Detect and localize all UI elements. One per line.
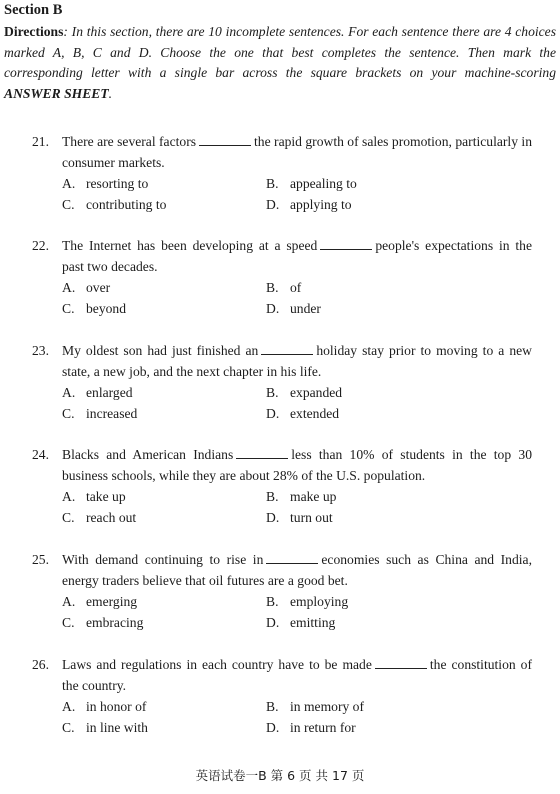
option-b[interactable]: B. employing	[266, 594, 349, 609]
answer-blank	[320, 237, 372, 250]
directions-end: .	[108, 85, 113, 101]
directions-paragraph	[4, 22, 556, 104]
question-number: 22.	[32, 238, 49, 253]
question-number: 23.	[32, 343, 49, 358]
stem-before: Laws and regulations in each country have to be made	[62, 657, 372, 672]
question-number: 26.	[32, 657, 49, 672]
option-b[interactable]: B. of	[266, 280, 302, 295]
question-23	[32, 340, 532, 424]
question-stem	[32, 549, 532, 591]
option-b[interactable]: B. expanded	[266, 385, 343, 400]
option-d[interactable]: D. applying to	[266, 197, 352, 212]
stem-before: Blacks and American Indians	[62, 447, 234, 462]
question-25	[32, 549, 532, 633]
options	[62, 173, 532, 215]
answer-blank	[199, 133, 251, 146]
stem-before: There are several factors	[62, 134, 197, 149]
option-a[interactable]: A. enlarged	[62, 385, 133, 400]
option-d[interactable]: D. in return for	[266, 720, 356, 735]
stem-before: With demand continuing to rise in	[62, 552, 264, 567]
stem-after: people's expectations in the past two decades.	[62, 238, 532, 274]
question-24	[32, 444, 532, 528]
question-number: 21.	[32, 134, 49, 149]
question-21	[32, 131, 532, 215]
options	[62, 486, 532, 528]
stem-after: holiday stay prior to moving to a new state, a new job, and the next chapter in his life.	[62, 343, 532, 379]
options	[62, 696, 532, 738]
option-d[interactable]: D. under	[266, 301, 321, 316]
options	[62, 591, 532, 633]
question-22	[32, 235, 532, 319]
option-d[interactable]: D. emitting	[266, 615, 336, 630]
stem-after: the constitution of the country.	[62, 657, 532, 693]
option-a[interactable]: A. take up	[62, 489, 126, 504]
stem-before: My oldest son had just finished an	[62, 343, 259, 358]
option-b[interactable]: B. make up	[266, 489, 337, 504]
stem-after: less than 10% of students in the top 30 business schools, while they are about 28% of the U.S. population.	[62, 447, 532, 483]
option-c[interactable]: C. increased	[62, 406, 138, 421]
stem-after: economies such as China and India, energy traders believe that oil futures are a good bet.	[62, 552, 532, 588]
stem-before: The Internet has been developing at a speed	[62, 238, 318, 253]
directions-lead: Directions	[4, 24, 64, 39]
option-b[interactable]: B. in memory of	[266, 699, 364, 714]
question-number: 25.	[32, 552, 49, 567]
question-stem	[32, 131, 532, 173]
option-c[interactable]: C. in line with	[62, 720, 148, 735]
options	[62, 382, 532, 424]
question-number: 24.	[32, 447, 49, 462]
answer-blank	[375, 656, 427, 669]
question-stem	[32, 235, 532, 277]
question-26	[32, 654, 532, 738]
options	[62, 277, 532, 319]
directions-text: : In this section, there are 10 incomplete sentences. For each sentence there are 4 choices marked A, B, C and D. Choose the one that best completes the sentence. Then mark the corresponding letter with a single bar across the square brackets on your machine-scoring	[4, 24, 556, 80]
option-d[interactable]: D. extended	[266, 406, 340, 421]
question-stem	[32, 340, 532, 382]
option-a[interactable]: A. resorting to	[62, 176, 149, 191]
option-c[interactable]: C. embracing	[62, 615, 144, 630]
option-a[interactable]: A. over	[62, 280, 111, 295]
option-a[interactable]: A. emerging	[62, 594, 138, 609]
option-c[interactable]: C. reach out	[62, 510, 137, 525]
section-title: Section B	[4, 2, 63, 18]
answer-blank	[261, 342, 313, 355]
option-a[interactable]: A. in honor of	[62, 699, 147, 714]
answer-blank	[266, 551, 318, 564]
option-b[interactable]: B. appealing to	[266, 176, 357, 191]
option-c[interactable]: C. contributing to	[62, 197, 167, 212]
directions-emphasis: ANSWER SHEET	[4, 85, 109, 101]
option-d[interactable]: D. turn out	[266, 510, 333, 525]
answer-blank	[236, 446, 288, 459]
page-footer: 英语试卷一B 第 6 页 共 17 页	[195, 768, 365, 783]
stem-after: the rapid growth of sales promotion, particularly in consumer markets.	[62, 134, 532, 170]
question-stem	[32, 654, 532, 696]
question-stem	[32, 444, 532, 486]
option-c[interactable]: C. beyond	[62, 301, 127, 316]
